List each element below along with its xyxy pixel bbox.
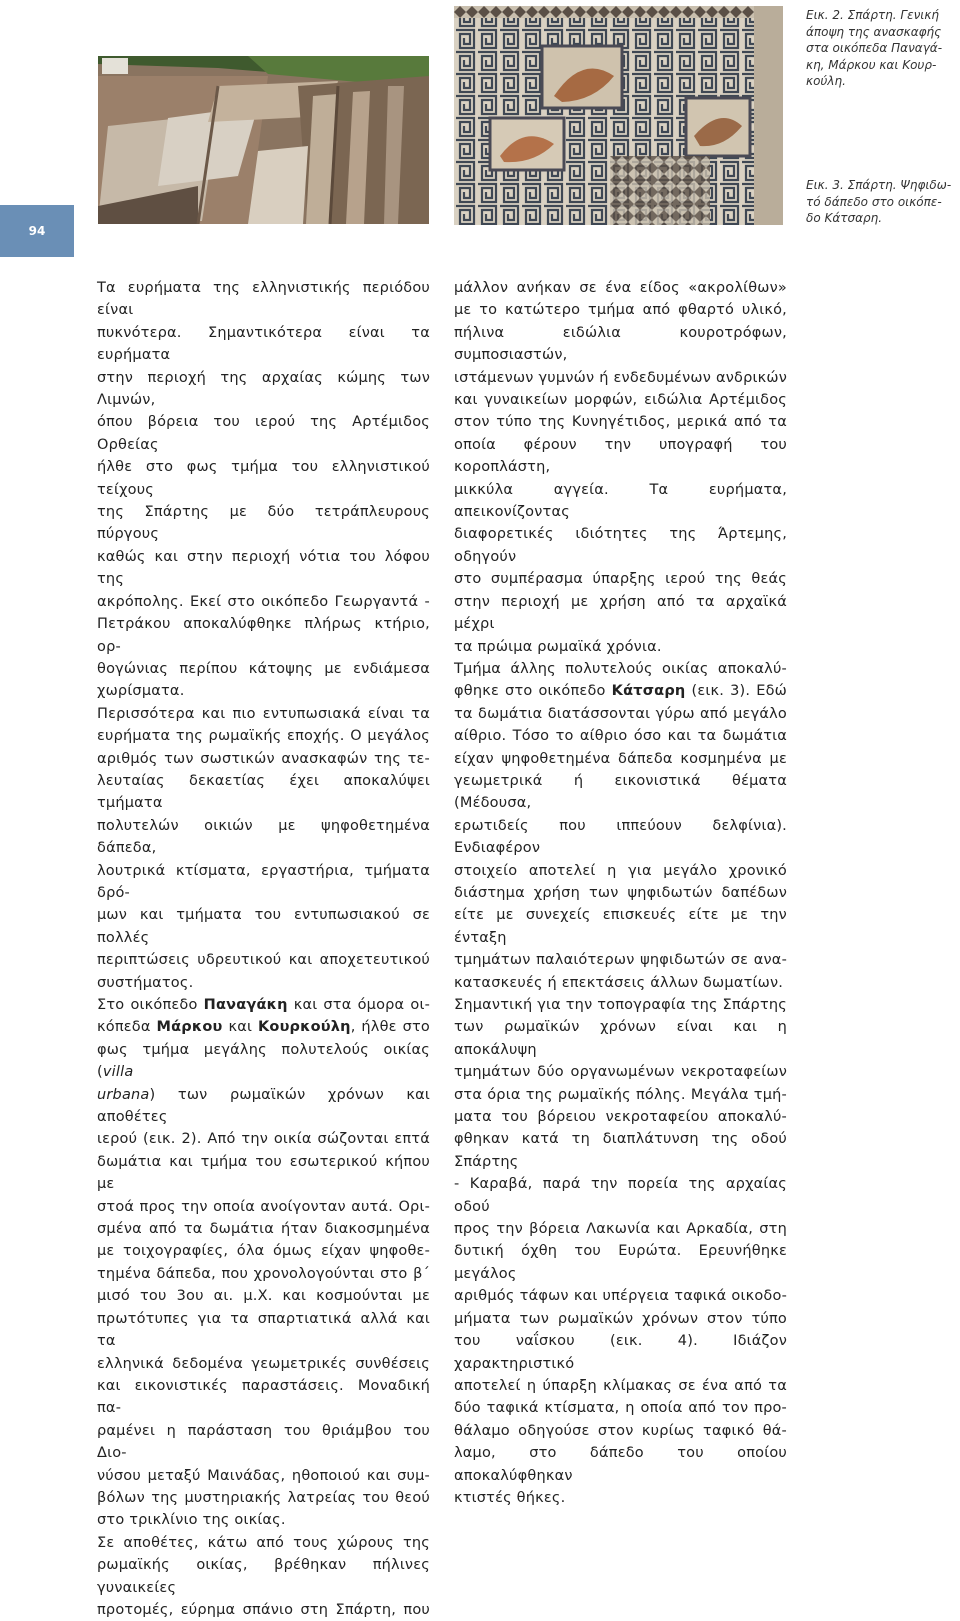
paragraph: Τμήμα άλλης πολυτελούς οικίας αποκαλύ- φθηκε στο οικόπεδο Κάτσαρη (εικ. 3). Εδώ τα δωμάτια διατάσσονται γύρω από μεγάλο αίθριο. Τόσο το αίθριο όσο και τα δωμάτια είχαν ψηφοθετημένα δάπεδα κοσμημένα με γεωμετρικά ή εικονιστικά θέματα (Μέδουσα, ερωτιδείς που ιππεύουν δελφίνια). Ενδιαφέρον στοιχείο αποτελεί η για μεγάλο χρονικό διάστημα χρήση των ψηφιδωτών δαπέδων είτε με συνεχείς επισκευές είτε με την ένταξη τμημάτων παλαιότερων ψηφιδωτών σε ανα- κατασκευές ή επεκτάσεις άλλων δωματίων.: [454, 660, 787, 991]
left-text-column: [97, 277, 430, 1621]
paragraph: Σε αποθέτες, κάτω από τους χώρους της ρωμαϊκής οικίας, βρέθηκαν πήλινες γυναικείες προτομές, εύρημα σπάνιο στη Σπάρτη, που: [97, 1534, 430, 1618]
paragraph: Σημαντική για την τοπογραφία της Σπάρτης των ρωμαϊκών χρόνων είναι και η αποκάλυψη τμημάτων δύο οργανωμένων νεκροταφείων στα όρια της ρωμαϊκής πόλης. Μεγάλα τμή- ματα του βόρειου νεκροταφείου αποκαλύ- φθηκαν κατά τη διαπλάτυνση της οδού Σπάρτης - Καραβά, παρά την πορεία της αρχαίας οδού προς την βόρεια Λακωνία και Αρκαδία, στη δυτική όχθη του Ευρώτα. Ερευνήθηκε μεγάλος αριθμός τάφων και υπέργεια ταφικά οικοδο- μήματα των ρωμαϊκών χρόνων στον τύπο του ναΐσκου (εικ. 4). Ιδιάζον χαρακτηριστικό αποτελεί η ύπαρξη κλίμακας σε ένα από τα δύο ταφικά κτίσματα, η οποία από τον προ- θάλαμο οδηγούσε στον κυρίως ταφικό θά- λαμο, στο δάπεδο του οποίου αποκαλύφθηκαν κτιστές θήκες.: [454, 997, 787, 1506]
paragraph: Περισσότερα και πιο εντυπωσιακά είναι τα ευρήματα της ρωμαϊκής εποχής. Ο μεγάλος αριθμός των σωστικών ανασκαφών της τε- λευταίας δεκαετίας έχει αποκαλύψει τμήματα πολυτελών οικιών με ψηφοθετημένα δάπεδα, λουτρικά κτίσματα, εργαστήρια, τμήματα δρό- μων και τμήματα του εντυπωσιακού σε πολλές περιπτώσεις υδρευτικού και αποχετευτικού συστήματος.: [97, 705, 430, 991]
excavation-photo: [98, 56, 429, 224]
mosaic-floor-photo: [454, 6, 783, 225]
paragraph: Τα ευρήματα της ελληνιστικής περιόδου είναι πυκνότερα. Σημαντικότερα είναι τα ευρήματα στην περιοχή της αρχαίας κώμης των Λιμνών, όπου βόρεια του ιερού της Αρτέμιδος Ορθείας ήλθε στο φως τμήμα του ελληνιστικού τείχους της Σπάρτης με δύο τετράπλευρους πύργους καθώς και στην περιοχή νότια του λόφου της ακρόπολης. Εκεί στο οικόπεδο Γεωργαντά - Πετράκου αποκαλύφθηκε πλήρως κτήριο, ορ- θογώνιας περίπου κάτοψης με ενδιάμεσα χωρίσματα.: [97, 280, 430, 700]
page-number: 94: [0, 205, 74, 257]
paragraph: Στο οικόπεδο Παναγάκη και στα όμορα οι- κόπεδα Μάρκου και Κουρκούλη, ήλθε στο φως τμήμα μεγάλης πολυτελούς οικίας (villa urbana) των ρωμαϊκών χρόνων και αποθέτες ιερού (εικ. 2). Από την οικία σώζονται επτά δωμάτια και τμήμα του εσωτερικού κήπου με στοά προς την οποία ανοίγονταν αυτά. Ορι- σμένα από τα δωμάτια ήταν διακοσμημένα με τοιχογραφίες, όλα όμως είχαν ψηφοθε- τημένα δάπεδα, που χρονολογούνται στο β΄ μισό του 3ου αι. μ.Χ. και κοσμούνται με πρωτότυπες για τα σπαρτιατικά αλλά και τα ελληνικά δεδομένα γεωμετρικές συνθέσεις και εικονιστικές παραστάσεις. Μοναδική πα- ραμένει η παράσταση του θριάμβου του Διο- νύσου μεταξύ Μαινάδας, ηθοποιού και συμ- βόλων της μυστηριακής λατρείας του θεού στο τρικλίνιο της οικίας.: [97, 997, 430, 1529]
figure-3-caption: Εικ. 3. Σπάρτη. Ψηφιδω- τό δάπεδο στο οικόπε- δο Κάτσαρη.: [806, 178, 952, 225]
figure-2-caption: Εικ. 2. Σπάρτη. Γενική άποψη της ανασκαφής στα οικόπεδα Παναγά- κη, Μάρκου και Κουρ- κούλη.: [806, 8, 943, 88]
right-text-column: [454, 277, 787, 1509]
paragraph: μάλλον ανήκαν σε ένα είδος «ακρολίθων» με το κατώτερο τμήμα από φθαρτό υλικό, πήλινα ειδώλια κουροτρόφων, συμποσιαστών, ιστάμενων γυμνών ή ενδεδυμένων ανδρικών και γυναικείων μορφών, ειδώλια Αρτέμιδος στον τύπο της Κυνηγέτιδος, μερικά από τα οποία φέρουν την υπογραφή του κοροπλάστη, μικκύλα αγγεία. Τα ευρήματα, απεικονίζοντας διαφορετικές ιδιότητες της Άρτεμης, οδηγούν στο συμπέρασμα ύπαρξης ιερού της θεάς στην περιοχή με χρήση από τα αρχαϊκά μέχρι τα πρώιμα ρωμαϊκά χρόνια.: [454, 280, 787, 655]
